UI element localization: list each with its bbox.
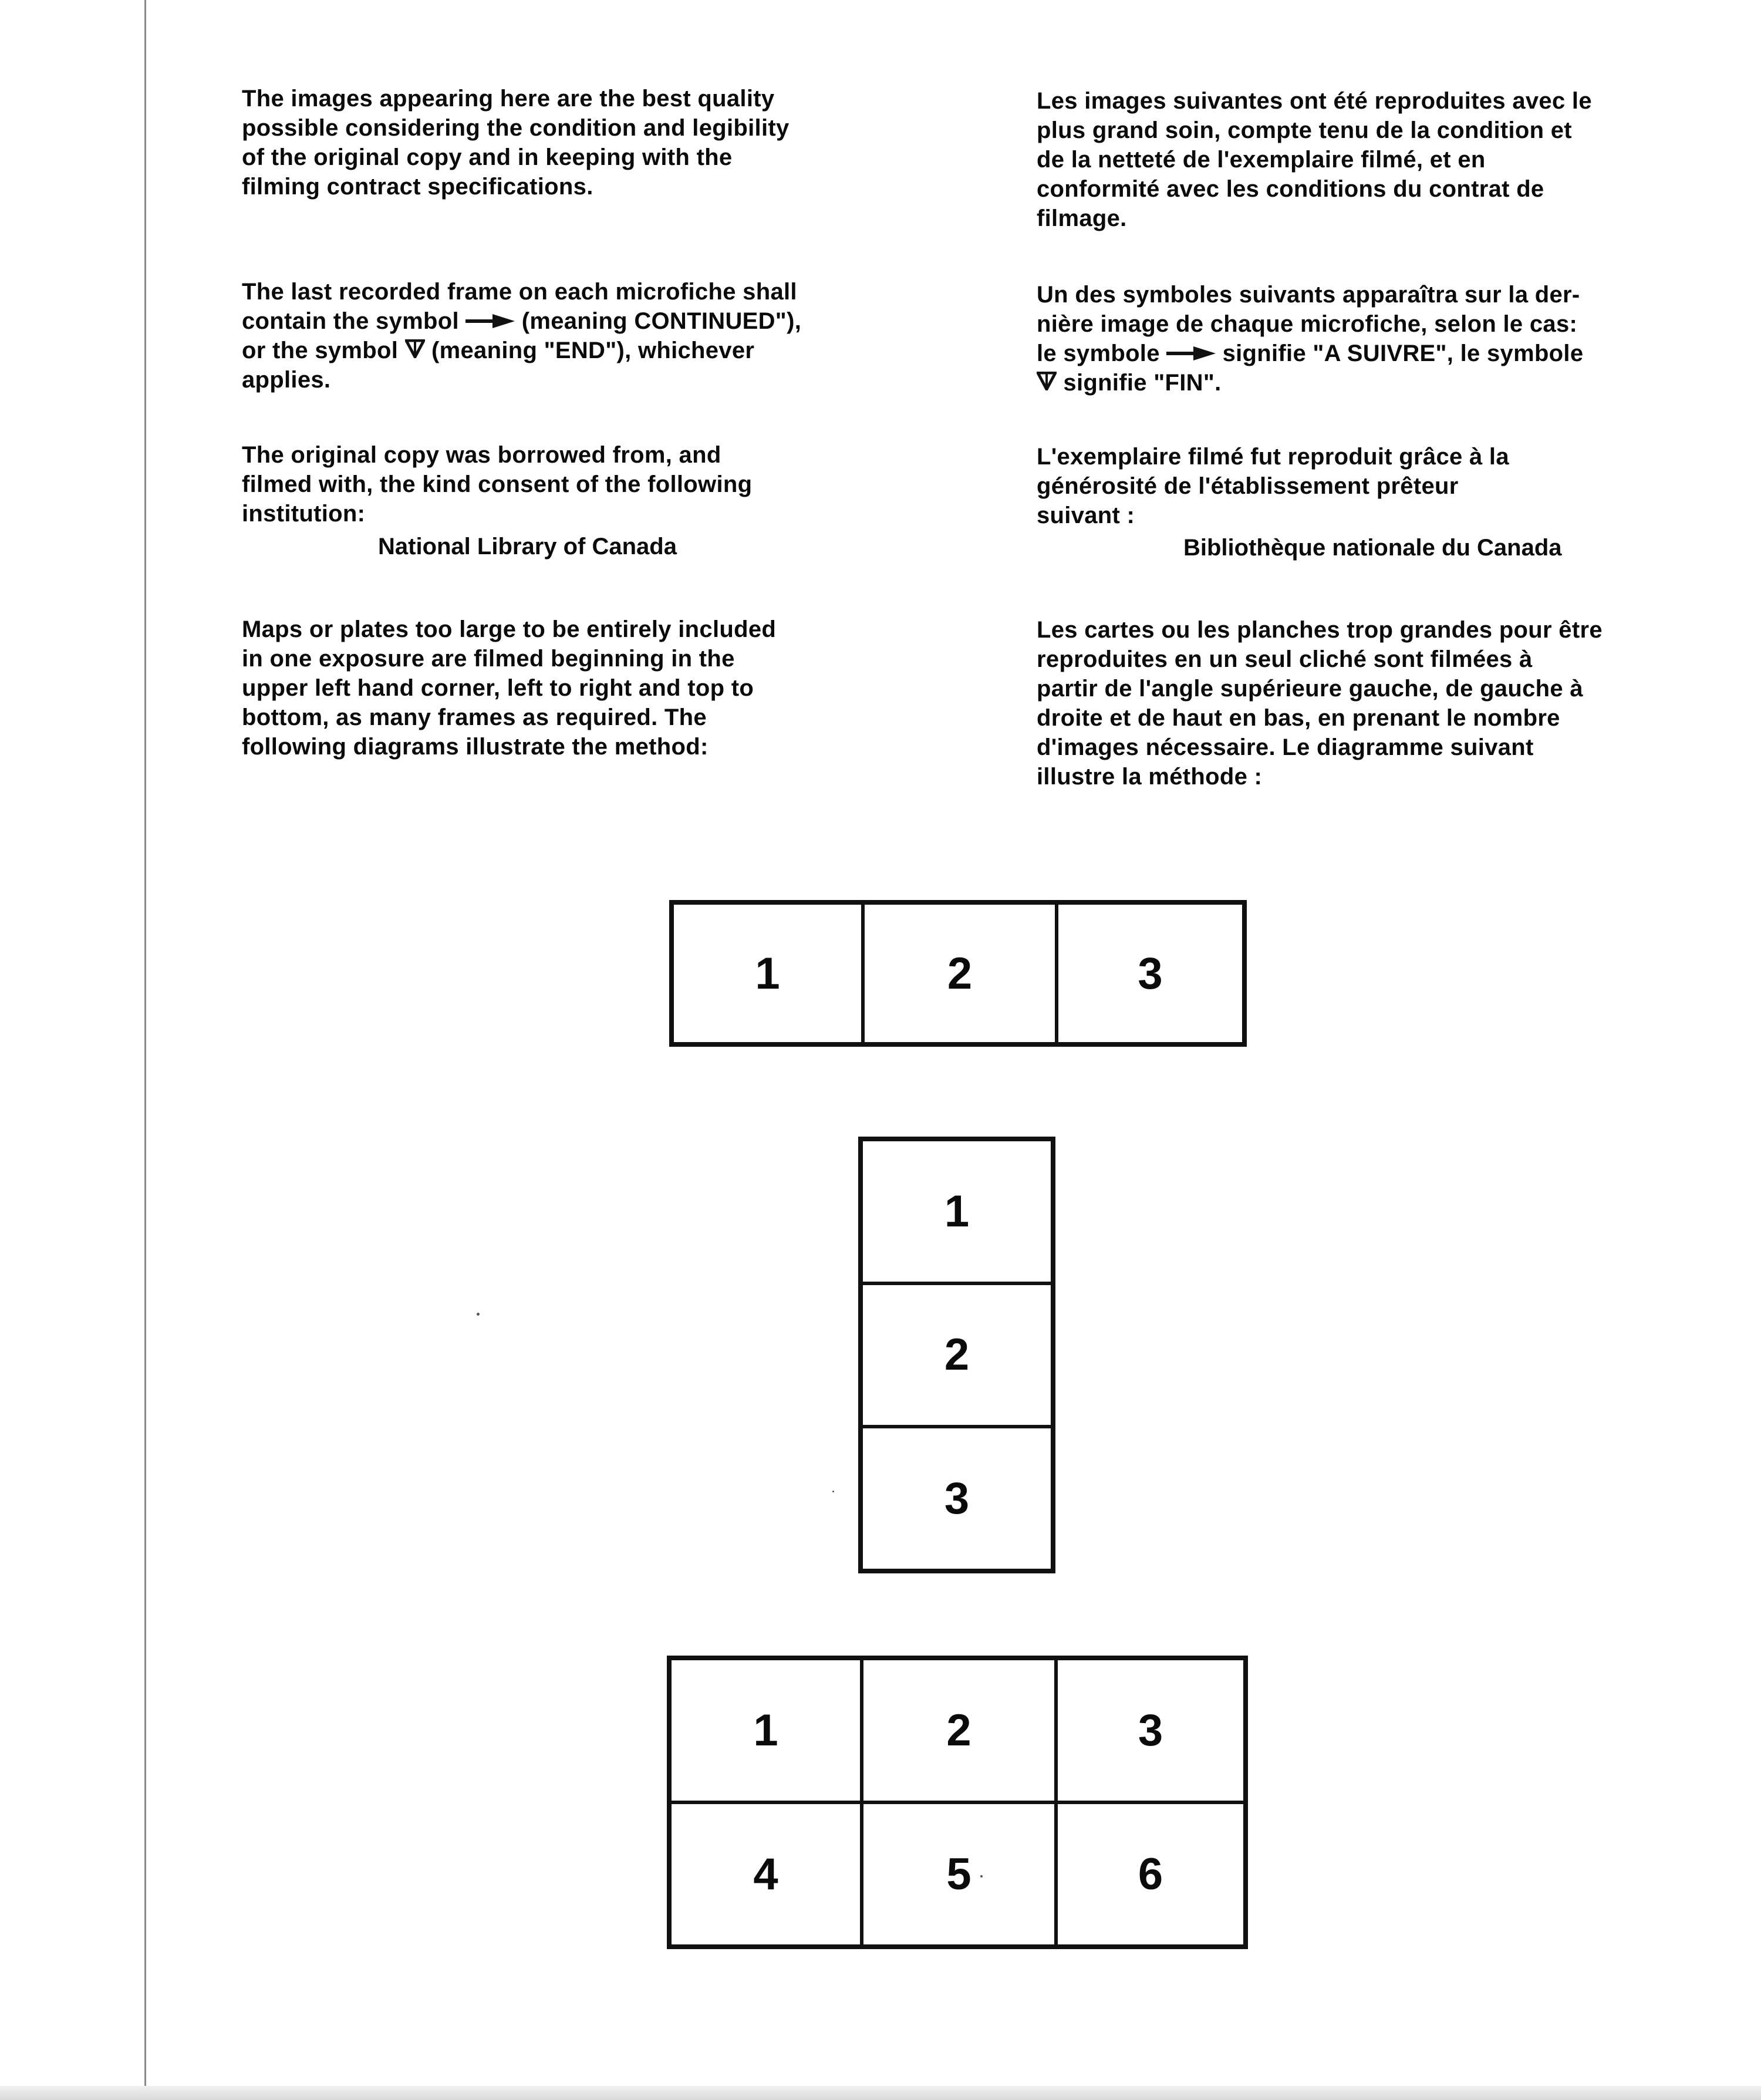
scan-speck — [980, 1875, 983, 1877]
arrow-icon — [465, 314, 515, 329]
frame-cell: 3 — [861, 1427, 1052, 1570]
english-symbol-paragraph — [242, 277, 899, 395]
french-institution-name: Bibliothèque nationale du Canada — [1183, 535, 1562, 561]
frame-cell: 3 — [1057, 903, 1244, 1044]
end-triangle-icon — [1037, 372, 1057, 390]
frame-cell: 2 — [861, 1283, 1052, 1427]
scan-speck — [477, 1313, 480, 1316]
scan-bottom-edge — [0, 2086, 1761, 2100]
english-symbol-text-a: The last recorded frame on each microfiche shall contain the symbol — [242, 279, 797, 334]
frame-cell: 1 — [861, 1140, 1052, 1283]
french-quality-paragraph: Les images suivantes ont été reproduites avec le plus grand soin, compte tenu de la condition et de la netteté de l'exemplaire filmé, et en conformité avec les conditions du contrat de filmage. — [1037, 88, 1592, 231]
french-symbol-text-a: Un des symboles suivants apparaîtra sur la der- nière image de chaque microfiche, selon le cas: le symbole — [1037, 282, 1580, 366]
arrow-icon — [1166, 346, 1216, 361]
english-institution-paragraph: The original copy was borrowed from, and filmed with, the kind consent of the following institution: — [242, 442, 753, 527]
english-symbol-text-c: (meaning "END"), whichever applies. — [242, 338, 755, 393]
french-symbol-paragraph — [1037, 280, 1694, 397]
scan-speck — [832, 1491, 834, 1492]
french-symbol-text-c: signifie "FIN". — [1057, 370, 1222, 396]
frame-cell: 1 — [670, 1659, 862, 1802]
frame-cell: 2 — [862, 1659, 1056, 1802]
frame-cell: 3 — [1056, 1659, 1245, 1802]
vertical-frames-diagram — [858, 1137, 1055, 1573]
grid-frames-diagram — [667, 1656, 1248, 1949]
frame-cell: 5 — [862, 1802, 1056, 1946]
english-method-paragraph: Maps or plates too large to be entirely included in one exposure are filmed beginning in the upper left hand corner, left to right and top to bottom, as many frames as required. The following diagrams illustrate the method: — [242, 616, 777, 760]
english-symbol-text-b: (meaning CONTINUED"), or the symbol — [242, 308, 802, 363]
frame-cell: 2 — [863, 903, 1057, 1044]
french-method-paragraph: Les cartes ou les planches trop grandes pour être reproduites en un seul cliché sont filmées à partir de l'angle supérieure gauche, de gauche à droite et de haut en bas, en prenant le nombre d'images nécessaire. Le diagramme suivant illustre la méthode : — [1037, 617, 1603, 790]
french-symbol-text-b: signifie "A SUIVRE", le symbole — [1222, 341, 1584, 366]
french-institution-paragraph: L'exemplaire filmé fut reproduit grâce à la générosité de l'établissement prêteur suivant : — [1037, 444, 1509, 528]
frame-cell: 4 — [670, 1802, 862, 1946]
horizontal-frames-diagram — [669, 900, 1247, 1047]
english-institution-name: National Library of Canada — [378, 534, 677, 559]
frame-cell: 1 — [672, 903, 863, 1044]
frame-cell: 6 — [1056, 1802, 1245, 1946]
english-quality-paragraph: The images appearing here are the best quality possible considering the condition and legibility of the original copy and in keeping with the filming contract specifications. — [242, 86, 790, 200]
page-edge-rule — [144, 0, 146, 2100]
end-triangle-icon — [405, 339, 425, 358]
